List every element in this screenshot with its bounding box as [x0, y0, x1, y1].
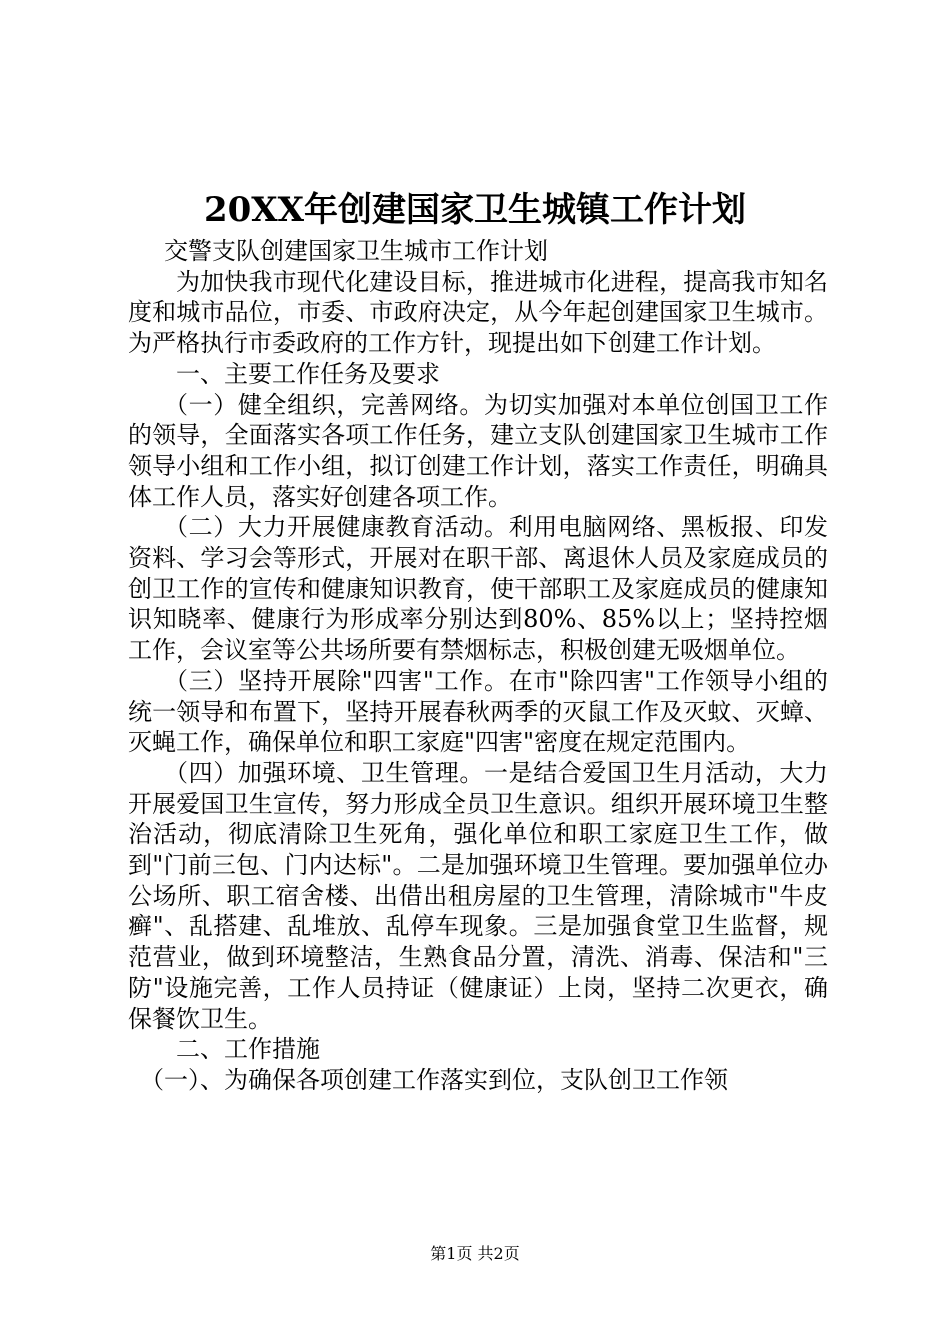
section-heading-2: 二、工作措施	[176, 1035, 320, 1064]
section-heading-1: 一、主要工作任务及要求	[176, 359, 440, 388]
task-paragraph-1: （一）健全组织，完善网络。为切实加强对本单位创国卫工作的领导，全面落实各项工作任务，建立支队创建国家卫生城市工作领导小组和工作小组，拟订创建工作计划，落实工作责任，明确具体工作人员，落实好创建各项工作。	[128, 390, 828, 511]
subtitle-paragraph: 交警支队创建国家卫生城市工作计划	[164, 237, 548, 265]
measure-paragraph-1: （一）、为确保各项创建工作落实到位，支队创卫工作领	[140, 1065, 728, 1094]
task-paragraph-2: （二）大力开展健康教育活动。利用电脑网络、黑板报、印发资料、学习会等形式，开展对在职干部、离退休人员及家庭成员的创卫工作的宣传和健康知识教育，使干部职工及家庭成员的健康知识知晓率、健康行为形成率分别达到80%、85%以上；坚持控烟工作，会议室等公共场所要有禁烟标志，积极创建无吸烟单位。	[128, 513, 828, 665]
intro-paragraph: 为加快我市现代化建设目标，推进城市化进程，提高我市知名度和城市品位，市委、市政府决定，从今年起创建国家卫生城市。为严格执行市委政府的工作方针，现提出如下创建工作计划。	[128, 267, 828, 358]
task-paragraph-3: （三）坚持开展除"四害"工作。在市"除四害"工作领导小组的统一领导和布置下，坚持开展春秋两季的灭鼠工作及灭蚊、灭蟑、灭蝇工作，确保单位和职工家庭"四害"密度在规定范围内。	[128, 666, 828, 757]
document-body	[128, 236, 828, 1096]
page-footer: 第1页 共2页	[430, 1244, 520, 1263]
document-title: 20XX年创建国家卫生城镇工作计划	[203, 190, 747, 230]
task-paragraph-4: （四）加强环境、卫生管理。一是结合爱国卫生月活动，大力开展爱国卫生宣传，努力形成全员卫生意识。组织开展环境卫生整治活动，彻底清除卫生死角，强化单位和职工家庭卫生工作，做到"门前三包、门内达标"。二是加强环境卫生管理。要加强单位办公场所、职工宿舍楼、出借出租房屋的卫生管理，清除城市"牛皮癣"、乱搭建、乱堆放、乱停车现象。三是加强食堂卫生监督，规范营业，做到环境整洁，生熟食品分置，清洗、消毒、保洁和"三防"设施完善，工作人员持证（健康证）上岗，坚持二次更衣，确保餐饮卫生。	[128, 758, 828, 1033]
